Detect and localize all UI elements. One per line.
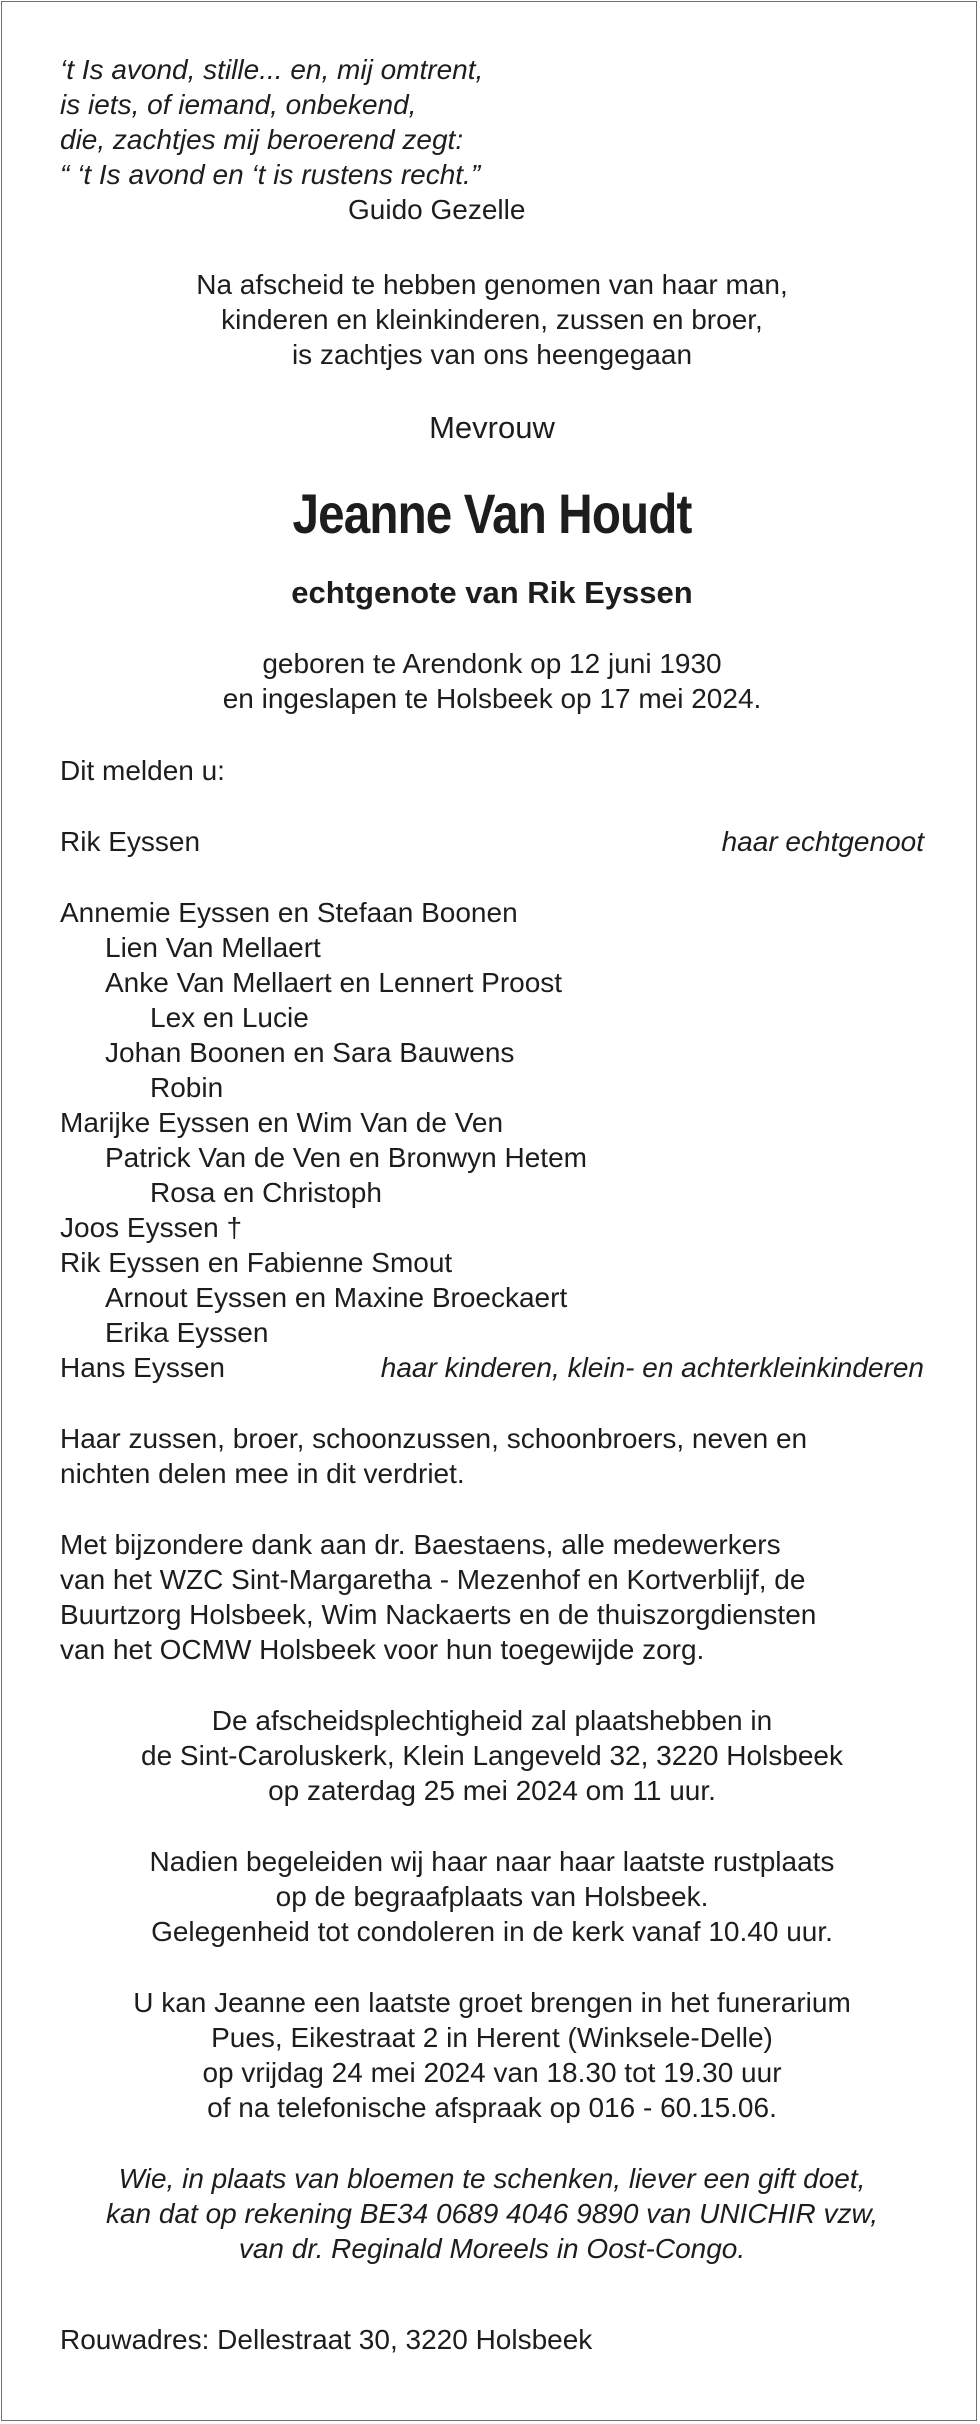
thanks-text bbox=[60, 1527, 924, 1667]
dates bbox=[60, 646, 924, 716]
deceased-name: Jeanne Van Houdt bbox=[292, 482, 692, 545]
announce-text: Dit melden u: bbox=[60, 755, 225, 786]
obituary-card bbox=[1, 1, 977, 2421]
ceremony-line: De afscheidsplechtigheid zal plaatshebben in bbox=[211, 1705, 773, 1736]
donation-line: kan dat op rekening BE34 0689 4046 9890 van UNICHIR vzw, bbox=[105, 2198, 879, 2229]
spouse-line: echtgenote van Rik Eyssen bbox=[291, 575, 693, 610]
siblings-text bbox=[60, 1421, 924, 1491]
family-member: Patrick Van de Ven en Bronwyn Hetem bbox=[105, 1142, 587, 1173]
family-member: Rosa en Christoph bbox=[150, 1177, 382, 1208]
family-member: Arnout Eyssen en Maxine Broeckaert bbox=[105, 1282, 568, 1313]
family-member: Johan Boonen en Sara Bauwens bbox=[105, 1037, 515, 1068]
poem-line: “ ‘t Is avond en ‘t is rustens recht.” bbox=[60, 159, 481, 190]
burial-line: Nadien begeleiden wij haar naar haar laatste rustplaats bbox=[149, 1846, 835, 1877]
honorific: Mevrouw bbox=[429, 410, 555, 445]
family-role: haar kinderen, klein- en achterkleinkinderen bbox=[380, 1352, 924, 1383]
family-member: Lien Van Mellaert bbox=[105, 932, 321, 963]
visit-text bbox=[60, 1985, 924, 2125]
intro-line: kinderen en kleinkinderen, zussen en broer, bbox=[221, 304, 763, 335]
address-text: Rouwadres: Dellestraat 30, 3220 Holsbeek bbox=[60, 2324, 593, 2355]
visit-line: of na telefonische afspraak op 016 - 60.15.06. bbox=[207, 2092, 777, 2123]
ceremony-line: de Sint-Caroluskerk, Klein Langeveld 32, 3220 Holsbeek bbox=[141, 1740, 843, 1771]
husband-name: Rik Eyssen bbox=[60, 826, 201, 857]
siblings-line: Haar zussen, broer, schoonzussen, schoonbroers, neven en bbox=[60, 1423, 808, 1454]
family-member: Erika Eyssen bbox=[105, 1317, 269, 1348]
family-member: Annemie Eyssen en Stefaan Boonen bbox=[60, 897, 518, 928]
burial-line: op de begraafplaats van Holsbeek. bbox=[275, 1881, 709, 1912]
poem-author: Guido Gezelle bbox=[348, 194, 526, 225]
death-line: en ingeslapen te Holsbeek op 17 mei 2024. bbox=[222, 683, 762, 714]
birth-line: geboren te Arendonk op 12 juni 1930 bbox=[262, 648, 722, 679]
ceremony-line: op zaterdag 25 mei 2024 om 11 uur. bbox=[268, 1775, 716, 1806]
family-member: Marijke Eyssen en Wim Van de Ven bbox=[60, 1107, 504, 1138]
poem bbox=[60, 52, 924, 227]
visit-line: Pues, Eikestraat 2 in Herent (Winksele-Delle) bbox=[211, 2022, 773, 2053]
family-member: Joos Eyssen † bbox=[60, 1212, 243, 1243]
poem-line: is iets, of iemand, onbekend, bbox=[60, 89, 417, 120]
intro-line: is zachtjes van ons heengegaan bbox=[291, 339, 693, 370]
family-member: Rik Eyssen en Fabienne Smout bbox=[60, 1247, 453, 1278]
visit-line: U kan Jeanne een laatste groet brengen in het funerarium bbox=[133, 1987, 851, 2018]
obituary-content bbox=[60, 52, 924, 2357]
donation-line: van dr. Reginald Moreels in Oost-Congo. bbox=[238, 2233, 746, 2264]
burial-line: Gelegenheid tot condoleren in de kerk vanaf 10.40 uur. bbox=[151, 1916, 833, 1947]
donation-text bbox=[60, 2161, 924, 2266]
husband-role: haar echtgenoot bbox=[721, 826, 924, 857]
husband-row bbox=[60, 824, 924, 859]
thanks-line: Buurtzorg Holsbeek, Wim Nackaerts en de thuiszorgdiensten bbox=[60, 1599, 817, 1630]
intro-text bbox=[60, 267, 924, 372]
poem-line: die, zachtjes mij beroerend zegt: bbox=[60, 124, 464, 155]
family-member: Hans Eyssen bbox=[60, 1352, 225, 1383]
family-last-row bbox=[60, 1350, 924, 1385]
thanks-line: Met bijzondere dank aan dr. Baestaens, alle medewerkers bbox=[60, 1529, 781, 1560]
family-member: Lex en Lucie bbox=[150, 1002, 309, 1033]
thanks-line: van het WZC Sint-Margaretha - Mezenhof en Kortverblijf, de bbox=[60, 1564, 806, 1595]
donation-line: Wie, in plaats van bloemen te schenken, liever een gift doet, bbox=[118, 2163, 866, 2194]
poem-line: ‘t Is avond, stille... en, mij omtrent, bbox=[60, 54, 484, 85]
family-member: Robin bbox=[150, 1072, 224, 1103]
visit-line: op vrijdag 24 mei 2024 van 18.30 tot 19.30 uur bbox=[202, 2057, 782, 2088]
intro-line: Na afscheid te hebben genomen van haar man, bbox=[196, 269, 788, 300]
family-member: Anke Van Mellaert en Lennert Proost bbox=[105, 967, 563, 998]
ceremony-text bbox=[60, 1703, 924, 1808]
burial-text bbox=[60, 1844, 924, 1949]
siblings-line: nichten delen mee in dit verdriet. bbox=[60, 1458, 465, 1489]
thanks-line: van het OCMW Holsbeek voor hun toegewijde zorg. bbox=[60, 1634, 705, 1665]
family-list bbox=[60, 895, 924, 1385]
